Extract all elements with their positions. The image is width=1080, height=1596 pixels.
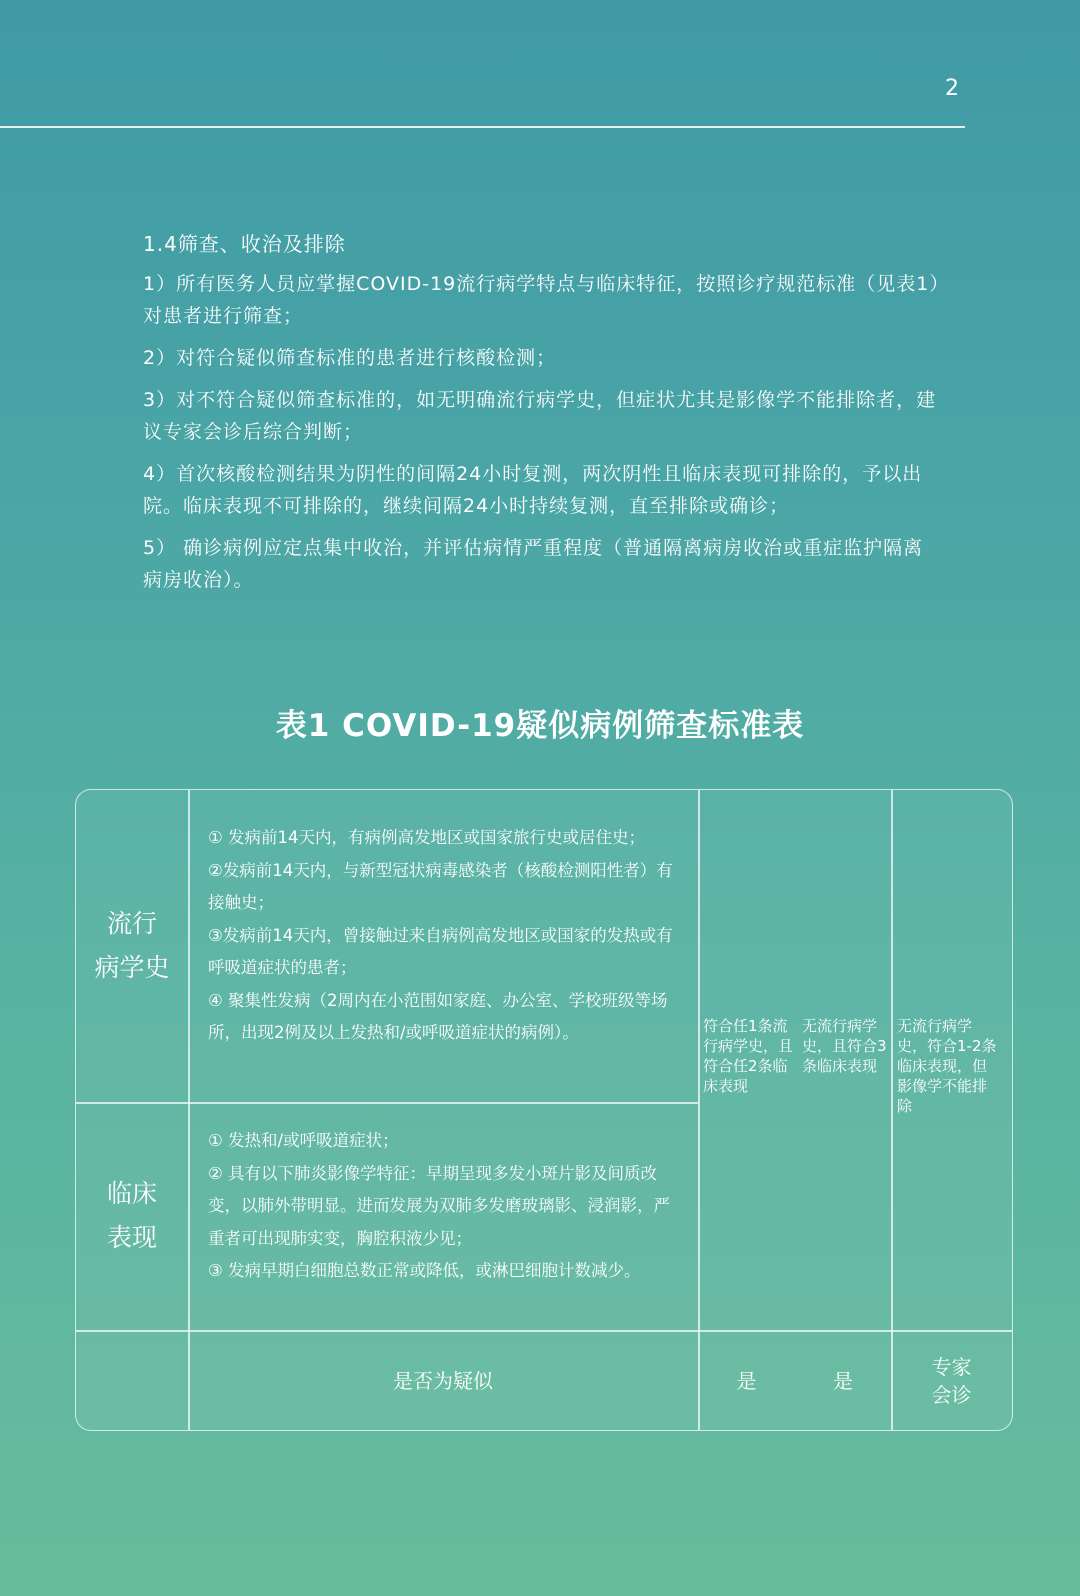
paragraph-5: 5） 确诊病例应定点集中收治，并评估病情严重程度（普通隔离病房收治或重症监护隔离病房收治）。 [143,537,924,591]
epidemiology-criteria [188,822,698,1092]
paragraph-1: 1）所有医务人员应掌握COVID-19流行病学特点与临床特征，按照诊疗规范标准（见表1）对患者进行筛查； [143,273,940,327]
verdict-line: 专家 [931,1354,972,1379]
verdict-row-label: 是否为疑似 [393,1368,493,1393]
criteria-item: ③ 发病早期白细胞总数正常或降低，或淋巴细胞计数减少。 [208,1261,641,1280]
verdict-line: 会诊 [931,1382,972,1407]
row-header-epidemiology [76,790,188,1102]
table-title: 表1 COVID-19疑似病例筛查标准表 [275,708,805,744]
verdict-1: 是 [736,1368,757,1393]
section-heading: 1.4筛查、收治及排除 [143,232,346,256]
page-number: 2 [945,76,959,101]
criteria-item: ③发病前14天内，曾接触过来自病例高发地区或国家的发热或有呼吸道症状的患者； [208,925,673,977]
header-divider [0,126,965,128]
paragraph-2: 2）对符合疑似筛查标准的患者进行核酸检测； [143,347,557,369]
outcome-condition-1: 符合任1条流行病学史，且符合任2条临床表现 [703,1017,794,1095]
row-header-line: 病学史 [94,953,170,982]
criteria-item: ②发病前14天内，与新型冠状病毒感染者（核酸检测阳性者）有接触史； [208,860,673,912]
row-header-clinical [76,1102,188,1330]
section-body [143,228,943,606]
outcome-condition-3: 无流行病学史，符合1-2条临床表现，但影像学不能排除 [897,1017,997,1115]
row-header-line: 临床 [106,1179,157,1208]
criteria-table [75,789,1013,1431]
criteria-item: ① 发热和/或呼吸道症状； [208,1131,399,1150]
paragraph-3: 3）对不符合疑似筛查标准的，如无明确流行病学史，但症状尤其是影像学不能排除者，建议专家会诊后综合判断； [143,389,937,443]
row-header-line: 流行 [106,909,157,938]
criteria-item: ④ 聚集性发病（2周内在小范围如家庭、办公室、学校班级等场所，出现2例及以上发热和/或呼吸道症状的病例）。 [208,990,668,1042]
verdict-3 [891,1331,1012,1430]
verdict-2: 是 [833,1368,853,1393]
criteria-item: ② 具有以下肺炎影像学特征：早期呈现多发小斑片影及间质改变，以肺外带明显。进而发展为双肺多发磨玻璃影、浸润影，严重者可出现肺实变，胸腔积液少见； [208,1163,670,1248]
criteria-item: ① 发病前14天内，有病例高发地区或国家旅行史或居住史； [208,828,646,847]
clinical-criteria [188,1125,698,1320]
outcome-condition-2: 无流行病学史，且符合3条临床表现 [802,1017,887,1075]
row-header-line: 表现 [106,1223,157,1252]
paragraph-4: 4）首次核酸检测结果为阴性的间隔24小时复测，两次阴性且临床表现可排除的，予以出院。临床表现不可排除的，继续间隔24小时持续复测，直至排除或确诊； [143,463,923,517]
